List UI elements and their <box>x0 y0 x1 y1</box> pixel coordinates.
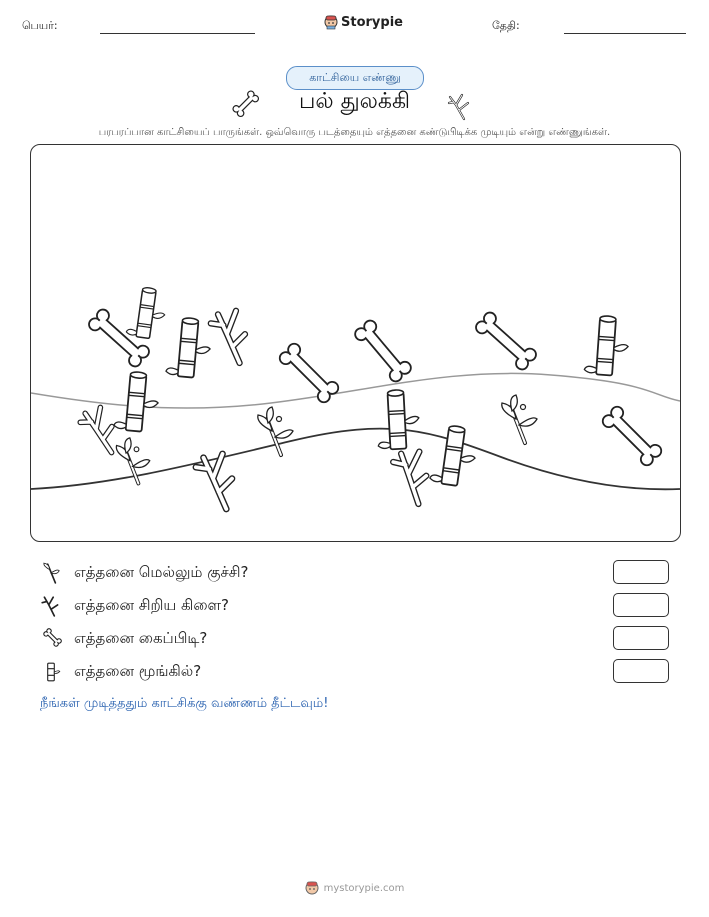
question-text: எத்தனை கைப்பிடி? <box>74 629 208 647</box>
bamboo-item <box>584 315 630 377</box>
twig-icon <box>40 595 62 617</box>
question-row <box>40 560 670 586</box>
question-row <box>40 593 670 619</box>
bone-item <box>353 318 414 384</box>
twig-item <box>211 311 245 363</box>
question-text: எத்தனை மெல்லும் குச்சி? <box>74 563 249 581</box>
twig-title-icon <box>446 91 474 121</box>
page-title: பல் துலக்கி <box>298 89 411 114</box>
brand-name: Storypie <box>341 14 403 30</box>
bamboo-item <box>126 286 168 341</box>
date-label: தேதி: <box>492 19 520 32</box>
name-line <box>100 33 255 34</box>
worksheet-header <box>0 14 709 38</box>
question-row <box>40 626 670 652</box>
name-label: பெயர்: <box>22 19 58 32</box>
bone-handle-icon <box>40 628 62 650</box>
bamboo-item <box>375 389 420 450</box>
answer-box[interactable] <box>613 626 669 650</box>
storypie-logo-icon <box>324 14 338 30</box>
twig-item <box>390 449 429 504</box>
brand-logo <box>324 14 403 30</box>
twig-item <box>78 406 116 457</box>
bone-item <box>600 404 663 467</box>
activity-badge: காட்சியை எண்ணு <box>286 66 424 90</box>
coloring-prompt: நீங்கள் முடித்ததும் காட்சிக்கு வண்ணம் தீட்டவும்! <box>40 696 329 711</box>
answer-box[interactable] <box>613 560 669 584</box>
instructions: பரபரப்பான காட்சியைப் பாருங்கள். ஒவ்வொரு படத்தையும் எத்தனை கண்டுபிடிக்க முடியும் என்று எண்ணுங்கள். <box>98 127 611 138</box>
question-text: எத்தனை மூங்கில்? <box>74 662 202 680</box>
bone-item <box>277 341 340 404</box>
bamboo-icon <box>40 661 62 683</box>
bamboo-item <box>429 424 479 488</box>
question-row <box>40 659 670 685</box>
footer <box>0 880 709 896</box>
answer-box[interactable] <box>613 593 669 617</box>
storypie-footer-logo-icon <box>305 880 319 896</box>
bamboo-item <box>166 316 213 378</box>
question-text: எத்தனை சிறிய கிளை? <box>74 596 230 614</box>
date-line <box>564 33 686 34</box>
footer-url: mystorypie.com <box>323 882 405 894</box>
search-scene <box>30 144 681 542</box>
chew-stick-item <box>502 395 537 443</box>
answer-box[interactable] <box>613 659 669 683</box>
chew-stick-icon <box>40 562 62 584</box>
bone-item <box>474 310 539 372</box>
bamboo-item <box>114 370 161 432</box>
